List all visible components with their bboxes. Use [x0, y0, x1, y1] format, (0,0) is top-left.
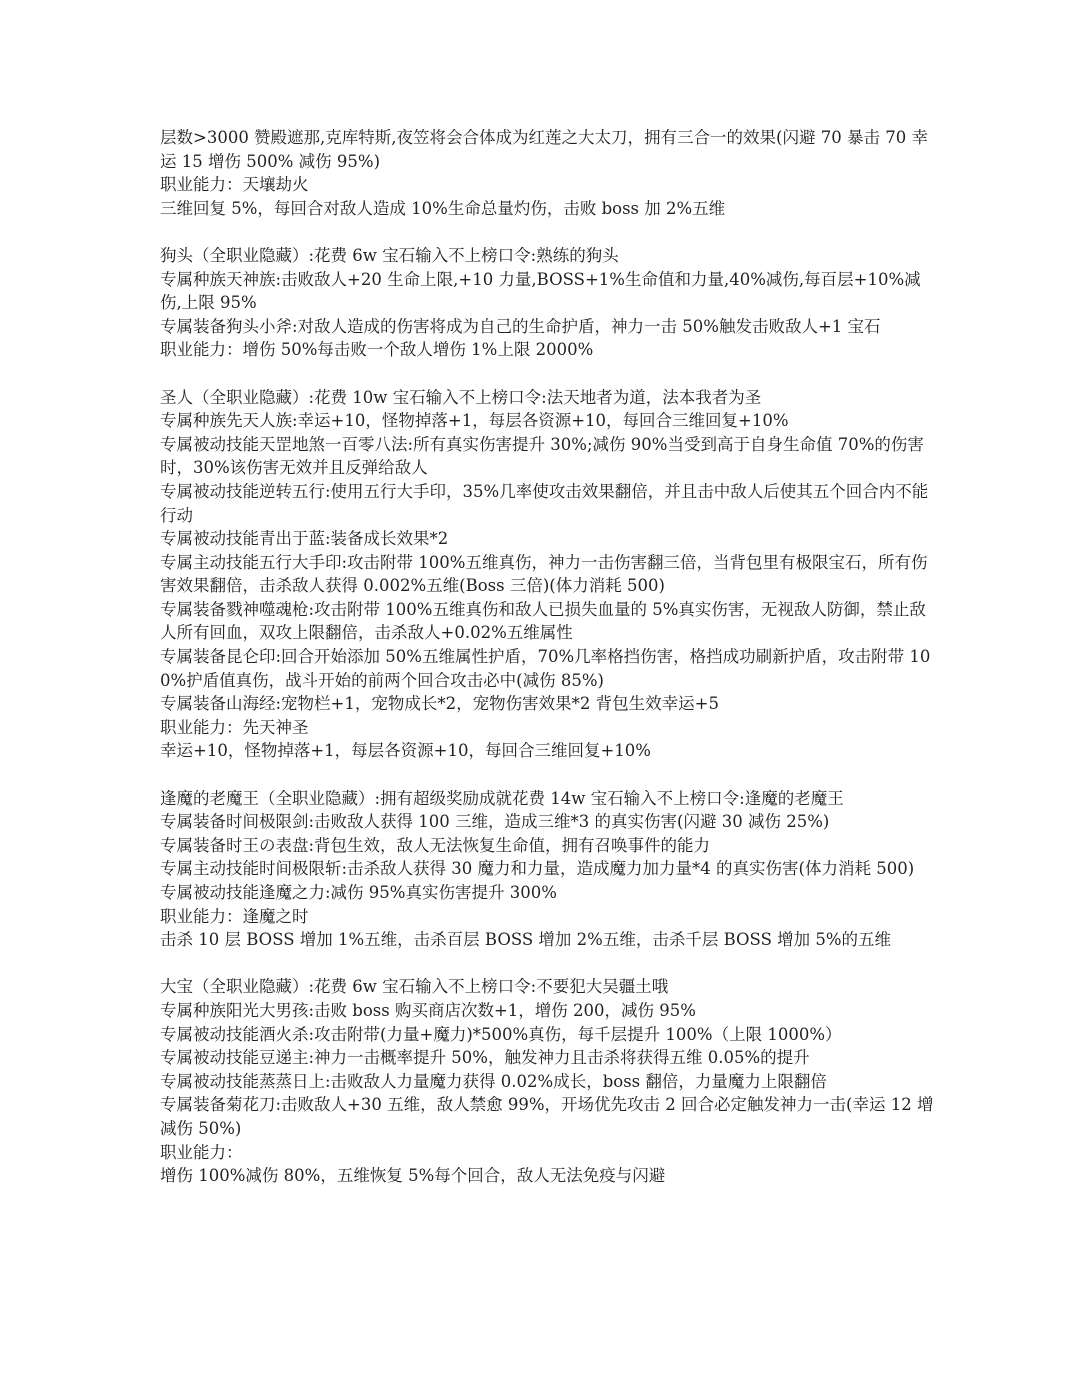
paragraph: 专属装备山海经:宠物栏+1，宠物成长*2，宠物伤害效果*2 背包生效幸运+5 [160, 694, 719, 714]
paragraph: 职业能力：天壤劫火 [160, 175, 309, 195]
paragraph: 专属种族天神族:击败敌人+20 生命上限,+10 力量,BOSS+1%生命值和力量,40%减伤,每百层+10%减伤,上限 95% [160, 269, 921, 313]
paragraph: 专属被动技能豆递主:神力一击概率提升 50%，触发神力且击杀将获得五维 0.05%的提升 [160, 1048, 810, 1068]
paragraph: 职业能力：增伤 50%每击败一个敌人增伤 1%上限 2000% [160, 340, 594, 360]
paragraph: 专属被动技能逆转五行:使用五行大手印，35%几率使攻击效果翻倍，并且击中敌人后使其五个回合内不能行动 [160, 481, 929, 525]
paragraph: 专属装备菊花刀:击败敌人+30 五维，敌人禁愈 99%，开场优先攻击 2 回合必定触发神力一击(幸运 12 增减伤 50%) [160, 1095, 934, 1138]
paragraph: 职业能力： [160, 1142, 243, 1162]
paragraph: 专属被动技能蒸蒸日上:击败敌人力量魔力获得 0.02%成长，boss 翻倍，力量魔力上限翻倍 [160, 1071, 827, 1091]
section-final-form [160, 126, 940, 220]
paragraph: 击杀 10 层 BOSS 增加 1%五维，击杀百层 BOSS 增加 2%五维，击杀千层 BOSS 增加 5%的五维 [160, 930, 892, 950]
paragraph: 专属被动技能天罡地煞一百零八法:所有真实伤害提升 30%;减伤 90%当受到高于自身生命值 70%的伤害时，30%该伤害无效并且反弹给敌人 [160, 434, 924, 478]
paragraph: 专属被动技能青出于蓝:装备成长效果*2 [160, 529, 449, 549]
paragraph: 层数>3000 赞殿遮那,克库特斯,夜笠将会合体成为红莲之大太刀，拥有三合一的效果(闪避 70 暴击 70 幸运 15 增伤 500% 减伤 95%) [160, 128, 928, 171]
paragraph: 职业能力：逢魔之时 [160, 906, 309, 926]
paragraph: 专属种族阳光大男孩:击败 boss 购买商店次数+1，增伤 200，减伤 95% [160, 1000, 696, 1020]
section-sage [160, 386, 940, 764]
paragraph: 逢魔的老魔王（全职业隐藏）:拥有超级奖励成就花费 14w 宝石输入不上榜口令:逢魔的老魔王 [160, 788, 844, 808]
paragraph: 专属被动技能逢魔之力:减伤 95%真实伤害提升 300% [160, 883, 557, 902]
paragraph: 三维回复 5%，每回合对敌人造成 10%生命总量灼伤，击败 boss 加 2%五维 [160, 198, 726, 218]
document-page [160, 126, 940, 1188]
paragraph: 专属种族先天人族:幸运+10，怪物掉落+1，每层各资源+10，每回合三维回复+10% [160, 411, 789, 431]
paragraph: 专属装备狗头小斧:对敌人造成的伤害将成为自己的生命护盾，神力一击 50%触发击败敌人+1 宝石 [160, 316, 881, 336]
section-demon-king [160, 787, 940, 952]
paragraph: 狗头（全职业隐藏）:花费 6w 宝石输入不上榜口令:熟练的狗头 [160, 245, 619, 265]
paragraph: 增伤 100%减伤 80%，五维恢复 5%每个回合，敌人无法免疫与闪避 [160, 1166, 666, 1186]
section-dabao [160, 975, 940, 1187]
paragraph: 专属装备时王の表盘:背包生效，敌人无法恢复生命值，拥有召唤事件的能力 [160, 835, 711, 855]
paragraph: 幸运+10，怪物掉落+1，每层各资源+10，每回合三维回复+10% [160, 741, 651, 761]
paragraph: 专属装备昆仑印:回合开始添加 50%五维属性护盾，70%几率格挡伤害，格挡成功刷新护盾，攻击附带 100%护盾值真伤，战斗开始的前两个回合攻击必中(减伤 85%) [160, 647, 931, 690]
paragraph: 专属装备时间极限剑:击败敌人获得 100 三维，造成三维*3 的真实伤害(闪避 30 减伤 25%) [160, 812, 830, 832]
paragraph: 大宝（全职业隐藏）:花费 6w 宝石输入不上榜口令:不要犯大吴疆土哦 [160, 977, 669, 997]
paragraph: 职业能力：先天神圣 [160, 717, 309, 737]
paragraph: 专属被动技能酒火杀:攻击附带(力量+魔力)*500%真伤，每千层提升 100%（上限 1000%） [160, 1024, 842, 1044]
section-dog-head [160, 244, 940, 362]
paragraph: 专属主动技能时间极限斩:击杀敌人获得 30 魔力和力量，造成魔力加力量*4 的真实伤害(体力消耗 500) [160, 859, 915, 879]
paragraph: 专属主动技能五行大手印:攻击附带 100%五维真伤，神力一击伤害翻三倍，当背包里有极限宝石，所有伤害效果翻倍，击杀敌人获得 0.002%五维(Boss 三倍)(体力消耗 500) [160, 552, 928, 596]
paragraph: 圣人（全职业隐藏）:花费 10w 宝石输入不上榜口令:法天地者为道，法本我者为圣 [160, 387, 762, 407]
paragraph: 专属装备戮神噬魂枪:攻击附带 100%五维真伤和敌人已损失血量的 5%真实伤害，无视敌人防御，禁止敌人所有回血，双攻上限翻倍，击杀敌人+0.02%五维属性 [160, 599, 926, 643]
